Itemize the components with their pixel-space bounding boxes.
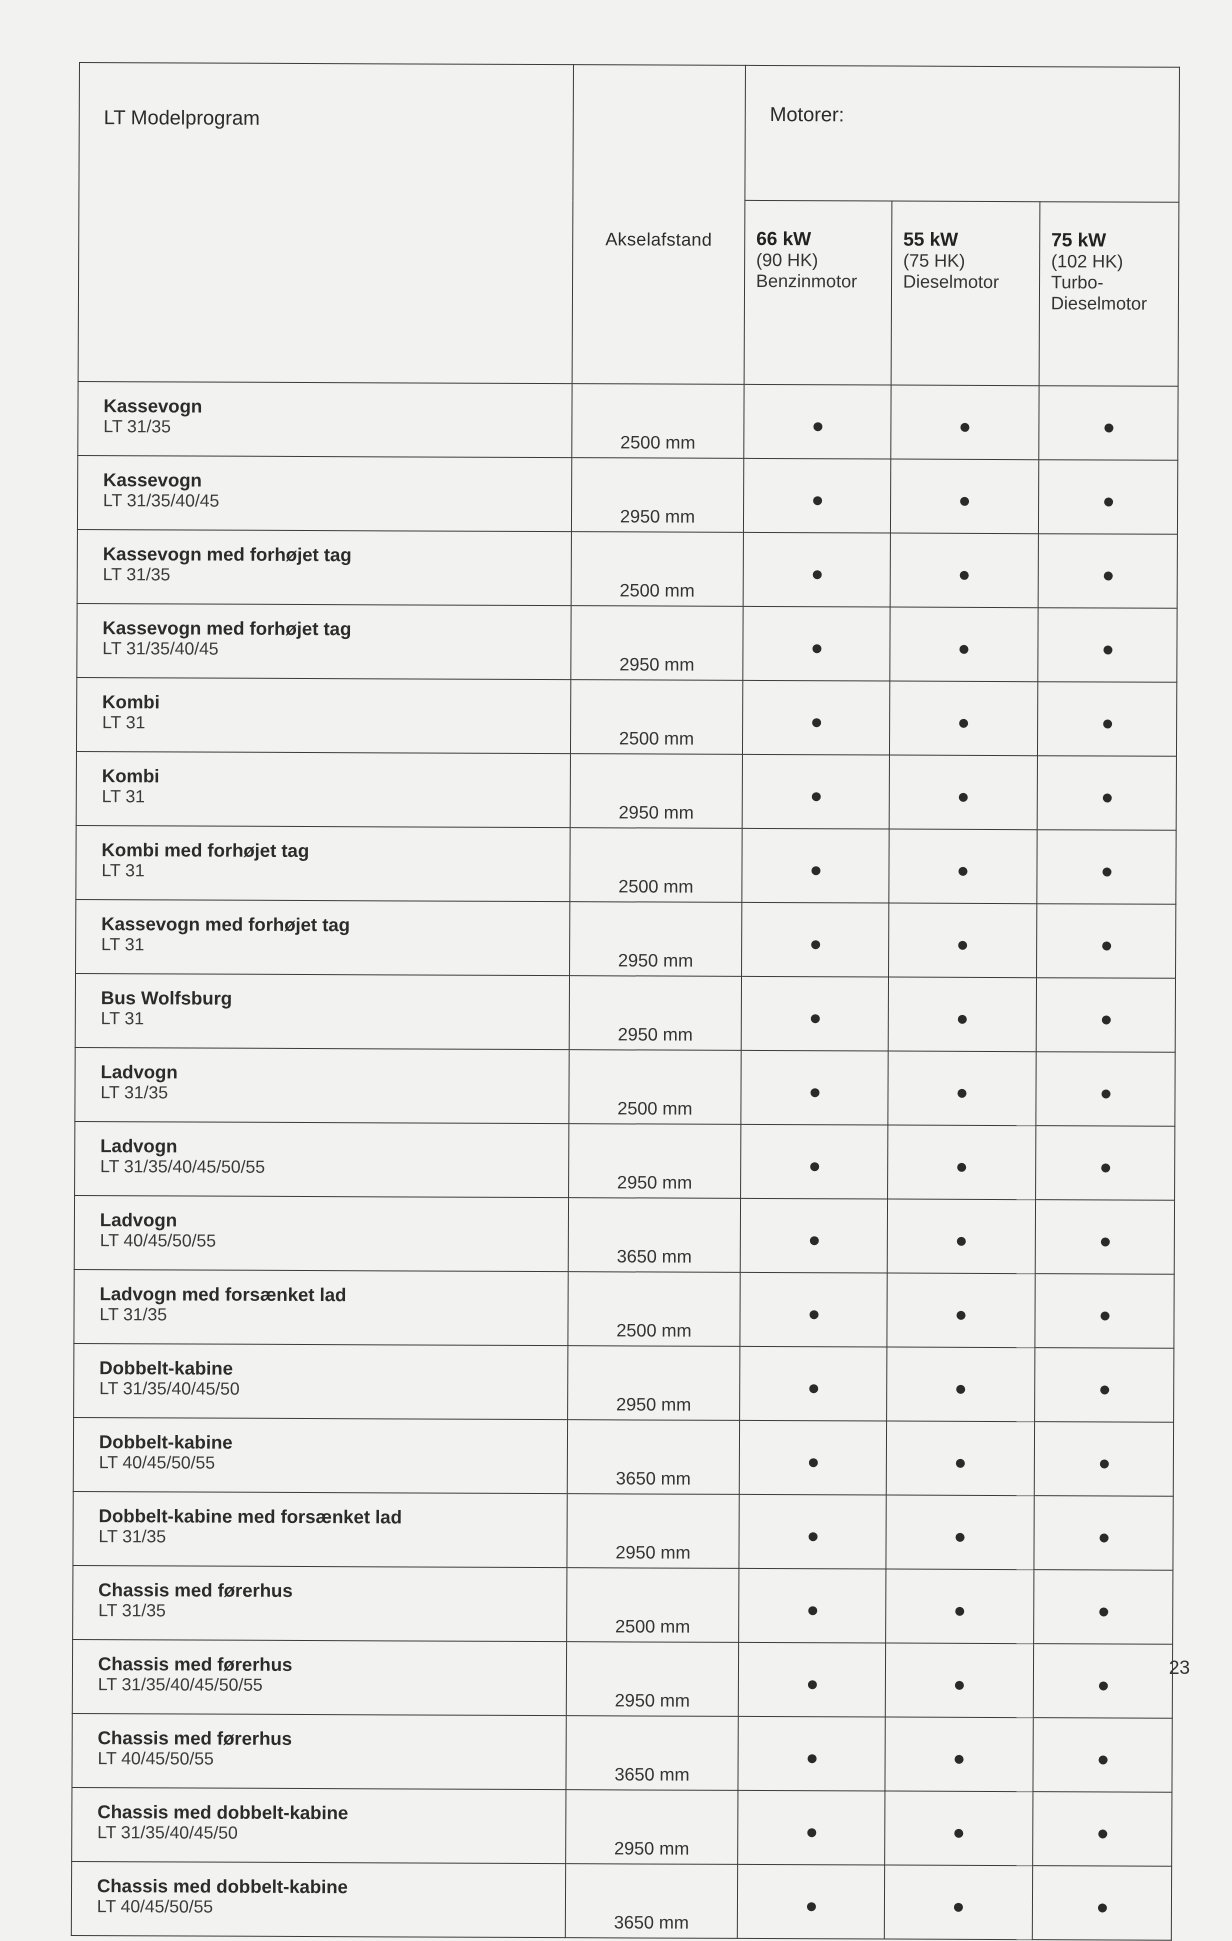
page-number: 23 (1168, 1658, 1190, 1679)
availability-dot-icon (810, 1162, 819, 1171)
engine-availability-cell (888, 1051, 1036, 1126)
availability-dot-icon (1101, 1015, 1110, 1024)
availability-dot-icon (960, 496, 969, 505)
model-variant: LT 31 (101, 786, 145, 807)
availability-dot-icon (956, 1532, 965, 1541)
engine-availability-cell (737, 1864, 884, 1939)
engine-availability-cell (1038, 534, 1177, 609)
model-name: Dobbelt-kabine (99, 1357, 233, 1379)
model-cell (74, 1269, 568, 1345)
engine-kw: 66 kW (756, 228, 812, 251)
availability-dot-icon (957, 1088, 966, 1097)
availability-dot-icon (959, 644, 968, 653)
engine-availability-cell (1034, 1422, 1173, 1497)
availability-dot-icon (812, 718, 821, 727)
engine-availability-cell (743, 606, 890, 681)
engine-availability-cell (741, 1124, 888, 1199)
model-variant: LT 31/35 (100, 1082, 169, 1103)
engine-availability-cell (885, 1717, 1033, 1792)
model-cell (77, 455, 571, 531)
engine-availability-cell (887, 1347, 1035, 1422)
axle-distance-cell: 2950 mm (569, 1124, 741, 1199)
availability-dot-icon (958, 940, 967, 949)
table-title: LT Modelprogram (78, 63, 573, 384)
table-row (77, 529, 1177, 608)
availability-dot-icon (1100, 1385, 1109, 1394)
table-row (77, 455, 1177, 534)
axle-distance-header: Akselafstand (572, 65, 745, 385)
engine-availability-cell (742, 754, 889, 829)
model-name: Chassis med dobbelt-kabine (96, 1875, 348, 1898)
model-name: Dobbelt-kabine (98, 1431, 233, 1453)
engine-availability-cell (1033, 1644, 1172, 1719)
axle-distance-cell: 2500 mm (569, 1050, 741, 1125)
availability-dot-icon (958, 866, 967, 875)
model-name: Dobbelt-kabine med forsænket lad (98, 1505, 402, 1528)
engine-availability-cell (1033, 1792, 1172, 1867)
engine-availability-cell (742, 828, 889, 903)
table-row (73, 1417, 1173, 1496)
model-cell (76, 677, 570, 753)
availability-dot-icon (960, 422, 969, 431)
availability-dot-icon (813, 496, 822, 505)
engine-kw: 75 kW (1051, 230, 1107, 252)
model-variant: LT 31/35/40/45 (103, 490, 220, 511)
axle-distance-cell: 2950 mm (569, 976, 741, 1051)
availability-dot-icon (807, 1680, 816, 1689)
availability-dot-icon (810, 1014, 819, 1023)
availability-dot-icon (1102, 941, 1111, 950)
model-variant: LT 31/35 (98, 1526, 167, 1547)
availability-dot-icon (807, 1828, 816, 1837)
availability-dot-icon (959, 792, 968, 801)
engine-availability-cell (885, 1643, 1033, 1718)
model-variant: LT 31 (102, 712, 146, 733)
engine-availability-cell (888, 1125, 1036, 1200)
model-cell (76, 899, 570, 975)
engine-availability-cell (890, 459, 1038, 534)
axle-distance-cell: 2500 mm (570, 828, 742, 903)
availability-dot-icon (956, 1384, 965, 1393)
model-program-table (71, 62, 1180, 1941)
model-name: Kassevogn med forhøjet tag (102, 543, 352, 566)
engine-availability-cell (1036, 1126, 1175, 1201)
engine-availability-cell (889, 903, 1037, 978)
engine-availability-cell (1039, 386, 1178, 461)
axle-distance-cell: 3650 mm (566, 1716, 738, 1791)
model-cell (71, 1861, 565, 1937)
model-name: Chassis med dobbelt-kabine (97, 1801, 349, 1824)
availability-dot-icon (1098, 1681, 1107, 1690)
availability-dot-icon (812, 644, 821, 653)
engine-availability-cell (740, 1198, 887, 1273)
availability-dot-icon (813, 422, 822, 431)
availability-dot-icon (955, 1606, 964, 1615)
availability-dot-icon (955, 1754, 964, 1763)
table-row (76, 677, 1176, 756)
axle-distance-cell: 2950 mm (568, 1346, 740, 1421)
model-cell (72, 1639, 566, 1715)
engine-availability-cell (743, 532, 890, 607)
engine-availability-cell (1038, 460, 1177, 535)
engine-availability-cell (887, 1199, 1035, 1274)
model-cell (76, 751, 570, 827)
model-name: Bus Wolfsburg (100, 987, 233, 1009)
table-row (73, 1565, 1173, 1644)
engine-availability-cell (1035, 1348, 1174, 1423)
availability-dot-icon (811, 866, 820, 875)
table-row (76, 899, 1176, 978)
engine-availability-cell (739, 1568, 886, 1643)
model-name: Kassevogn med forhøjet tag (102, 617, 352, 640)
model-cell (77, 603, 571, 679)
model-variant: LT 31/35 (98, 1600, 166, 1621)
table-row (76, 825, 1176, 904)
model-variant: LT 31/35/40/45/50 (99, 1378, 240, 1399)
availability-dot-icon (957, 1162, 966, 1171)
engine-type: Benzinmotor (756, 270, 858, 292)
availability-dot-icon (1100, 1237, 1109, 1246)
table-row (76, 751, 1176, 830)
engine-hk: (75 HK) (903, 250, 966, 271)
model-cell (73, 1565, 567, 1641)
engine-availability-cell (738, 1642, 885, 1717)
axle-distance-cell: 3650 mm (568, 1198, 740, 1273)
engine-type: Turbo- (1051, 272, 1104, 293)
availability-dot-icon (806, 1902, 815, 1911)
model-variant: LT 31/35 (99, 1304, 168, 1325)
table-row (71, 1861, 1171, 1940)
axle-distance-cell: 2500 mm (570, 680, 742, 755)
model-cell (75, 1121, 569, 1197)
availability-dot-icon (955, 1680, 964, 1689)
model-name: Kassevogn (103, 469, 202, 491)
engine-availability-cell (1035, 1200, 1174, 1275)
engine-availability-cell (1038, 608, 1177, 683)
engine-availability-cell (740, 1272, 887, 1347)
engine-availability-cell (885, 1791, 1033, 1866)
availability-dot-icon (1098, 1755, 1107, 1764)
availability-dot-icon (1097, 1903, 1106, 1912)
engine-availability-cell (1036, 1052, 1175, 1127)
availability-dot-icon (959, 718, 968, 727)
axle-distance-cell: 2950 mm (571, 458, 743, 533)
axle-distance-cell: 2500 mm (567, 1568, 739, 1643)
availability-dot-icon (1104, 497, 1113, 506)
engine-availability-cell (1032, 1866, 1171, 1941)
model-cell (78, 381, 572, 457)
axle-distance-cell: 2500 mm (572, 384, 744, 459)
table-row (75, 973, 1175, 1052)
table-row (77, 603, 1177, 682)
axle-distance-cell: 2950 mm (570, 754, 742, 829)
model-cell (73, 1417, 567, 1493)
axle-distance-cell: 2500 mm (568, 1272, 740, 1347)
availability-dot-icon (1100, 1311, 1109, 1320)
engine-header-2 (1039, 202, 1179, 387)
model-variant: LT 31 (101, 934, 145, 955)
engine-availability-cell (741, 1050, 888, 1125)
engine-availability-cell (1034, 1570, 1173, 1645)
availability-dot-icon (1103, 571, 1112, 580)
engine-availability-cell (890, 533, 1038, 608)
model-name: Ladvogn (100, 1135, 178, 1157)
engine-header-0 (744, 200, 892, 385)
engine-availability-cell (887, 1273, 1035, 1348)
table-row (75, 1121, 1175, 1200)
engine-availability-cell (738, 1790, 885, 1865)
engine-availability-cell (1037, 904, 1176, 979)
model-cell (76, 825, 570, 901)
engine-availability-cell (886, 1569, 1034, 1644)
availability-dot-icon (1099, 1533, 1108, 1542)
model-cell (77, 529, 571, 605)
table-row (75, 1047, 1175, 1126)
availability-dot-icon (1099, 1459, 1108, 1468)
engine-availability-cell (888, 977, 1036, 1052)
availability-dot-icon (954, 1828, 963, 1837)
availability-dot-icon (808, 1606, 817, 1615)
model-variant: LT 31 (101, 860, 145, 881)
axle-distance-cell: 2950 mm (567, 1494, 739, 1569)
engine-availability-cell (742, 680, 889, 755)
engine-availability-cell (889, 681, 1037, 756)
availability-dot-icon (809, 1310, 818, 1319)
availability-dot-icon (958, 1014, 967, 1023)
model-variant: LT 40/45/50/55 (99, 1230, 217, 1251)
model-cell (72, 1713, 566, 1789)
availability-dot-icon (954, 1902, 963, 1911)
model-cell (74, 1343, 568, 1419)
engine-availability-cell (1037, 682, 1176, 757)
axle-distance-cell: 3650 mm (567, 1420, 739, 1495)
model-name: Kombi (102, 691, 160, 713)
model-variant: LT 40/45/50/55 (96, 1896, 214, 1917)
axle-distance-cell: 2950 mm (570, 902, 742, 977)
model-cell (73, 1491, 567, 1567)
availability-dot-icon (807, 1754, 816, 1763)
table-row (78, 381, 1178, 460)
engine-availability-cell (889, 829, 1037, 904)
availability-dot-icon (810, 1088, 819, 1097)
availability-dot-icon (1102, 793, 1111, 802)
model-variant: LT 40/45/50/55 (97, 1748, 214, 1769)
model-variant: LT 31 (100, 1008, 145, 1029)
engine-availability-cell (741, 976, 888, 1051)
model-cell (75, 1047, 569, 1123)
availability-dot-icon (812, 570, 821, 579)
availability-dot-icon (1101, 1163, 1110, 1172)
engine-hk: (102 HK) (1051, 251, 1124, 272)
engine-availability-cell (884, 1865, 1032, 1940)
model-variant: LT 31/35/40/45 (102, 638, 219, 659)
engine-availability-cell (738, 1716, 885, 1791)
engine-type: Dieselmotor (903, 271, 1000, 293)
engine-availability-cell (739, 1494, 886, 1569)
model-name: Kombi med forhøjet tag (101, 839, 310, 862)
axle-distance-cell: 3650 mm (565, 1864, 737, 1939)
model-name: Kassevogn med forhøjet tag (101, 913, 351, 936)
axle-distance-cell: 2950 mm (566, 1642, 738, 1717)
table-row (74, 1195, 1174, 1274)
availability-dot-icon (1099, 1607, 1108, 1616)
table-row (72, 1787, 1172, 1866)
model-variant: LT 31/35 (103, 416, 171, 437)
availability-dot-icon (808, 1458, 817, 1467)
engine-availability-cell (890, 607, 1038, 682)
engine-availability-cell (1033, 1718, 1172, 1793)
engine-availability-cell (891, 385, 1039, 460)
model-variant: LT 31/35/40/45/50 (97, 1822, 238, 1843)
model-name: Chassis med førerhus (97, 1727, 293, 1749)
engine-availability-cell (1037, 830, 1176, 905)
model-cell (74, 1195, 568, 1271)
table-row (74, 1269, 1174, 1348)
availability-dot-icon (1103, 719, 1112, 728)
availability-dot-icon (1098, 1829, 1107, 1838)
table-row (73, 1491, 1173, 1570)
model-name: Ladvogn med forsænket lad (99, 1283, 347, 1306)
engine-header-1 (891, 201, 1040, 386)
availability-dot-icon (811, 792, 820, 801)
engine-availability-cell (1034, 1496, 1173, 1571)
engine-hk: (90 HK) (756, 249, 819, 271)
model-rows (71, 381, 1178, 1940)
model-variant: LT 40/45/50/55 (98, 1452, 216, 1473)
engine-availability-cell (740, 1346, 887, 1421)
engine-availability-cell (886, 1421, 1034, 1496)
availability-dot-icon (957, 1310, 966, 1319)
availability-dot-icon (957, 1236, 966, 1245)
model-cell (75, 973, 569, 1049)
availability-dot-icon (960, 570, 969, 579)
availability-dot-icon (1104, 423, 1113, 432)
availability-dot-icon (809, 1384, 818, 1393)
engine-kw: 55 kW (903, 229, 959, 251)
availability-dot-icon (809, 1236, 818, 1245)
model-variant: LT 31/35/40/45/50/55 (97, 1674, 263, 1695)
axle-distance-cell: 2500 mm (571, 532, 743, 607)
model-name: Chassis med førerhus (98, 1579, 293, 1601)
model-name: Ladvogn (99, 1209, 178, 1231)
engine-availability-cell (1037, 756, 1176, 831)
availability-dot-icon (1102, 867, 1111, 876)
availability-dot-icon (1101, 1089, 1110, 1098)
model-name: Kombi (101, 765, 160, 787)
axle-distance-cell: 2950 mm (566, 1790, 738, 1865)
model-cell (72, 1787, 566, 1863)
engine-availability-cell (743, 458, 890, 533)
engine-availability-cell (886, 1495, 1034, 1570)
engine-availability-cell (739, 1420, 886, 1495)
model-variant: LT 31/35 (102, 564, 171, 585)
engine-type: Dieselmotor (1050, 293, 1148, 314)
engine-availability-cell (1035, 1274, 1174, 1349)
table-header-row (79, 63, 1180, 203)
model-variant: LT 31/35/40/45/50/55 (100, 1156, 266, 1177)
table-row (72, 1639, 1172, 1718)
table-row (72, 1713, 1172, 1792)
axle-distance-cell: 2950 mm (571, 606, 743, 681)
engine-availability-cell (742, 902, 889, 977)
model-name: Chassis med førerhus (97, 1653, 293, 1675)
engine-availability-cell (889, 755, 1037, 830)
availability-dot-icon (1103, 645, 1112, 654)
table-row (74, 1343, 1174, 1422)
availability-dot-icon (811, 940, 820, 949)
availability-dot-icon (808, 1532, 817, 1541)
engine-availability-cell (744, 384, 891, 459)
engines-header: Motorer: (745, 65, 1180, 202)
model-name: Ladvogn (100, 1061, 178, 1083)
model-name: Kassevogn (103, 395, 203, 417)
availability-dot-icon (956, 1458, 965, 1467)
engine-availability-cell (1036, 978, 1175, 1053)
